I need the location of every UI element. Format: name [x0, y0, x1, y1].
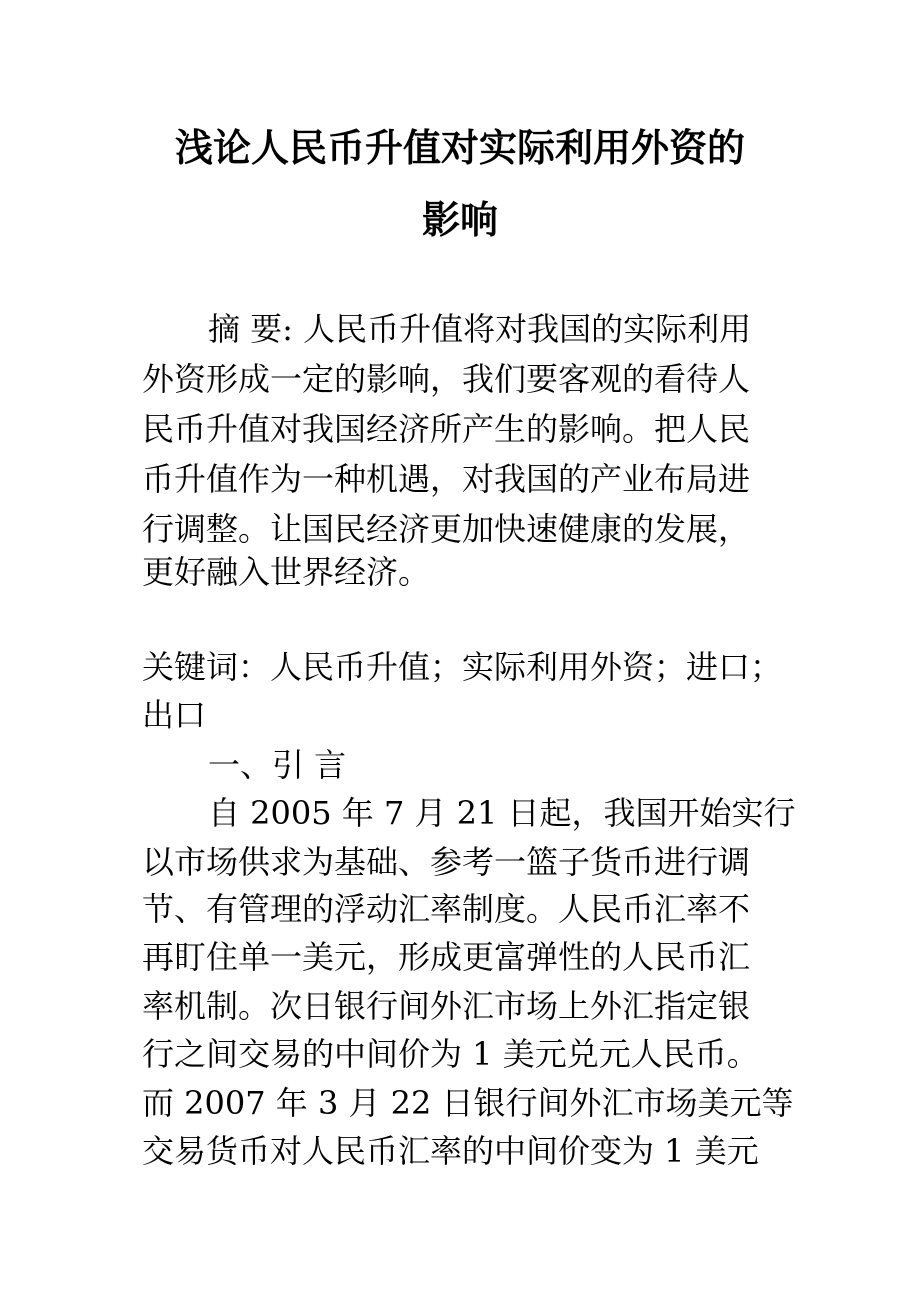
document-title-line-1: 浅论人民币升值对实际利用外资的 — [174, 126, 745, 170]
section-heading: 一、引 言 — [208, 746, 347, 784]
keywords-line: 关键词：人民币升值；实际利用外资；进口； — [142, 648, 783, 686]
body-line: 再盯住单一美元，形成更富弹性的人民币汇 — [142, 938, 751, 976]
keywords-line: 出口 — [142, 696, 207, 734]
body-line: 而 2007 年 3 月 22 日银行间外汇市场美元等 — [142, 1084, 794, 1122]
body-line: 交易货币对人民币汇率的中间价变为 1 美元 — [142, 1132, 759, 1170]
body-line: 以市场供求为基础、参考一篮子货币进行调 — [142, 843, 751, 881]
abstract-line: 币升值作为一种机遇，对我国的产业布局进 — [142, 460, 751, 498]
abstract-line: 摘 要: 人民币升值将对我国的实际利用 — [208, 310, 752, 348]
abstract-line: 行调整。让国民经济更加快速健康的发展， — [142, 510, 751, 548]
document-title-line-2: 影响 — [421, 198, 498, 242]
abstract-line: 外资形成一定的影响，我们要客观的看待人 — [142, 360, 751, 398]
body-line: 节、有管理的浮动汇率制度。人民币汇率不 — [142, 890, 751, 928]
body-line: 行之间交易的中间价为 1 美元兑元人民币。 — [142, 1035, 759, 1073]
abstract-line: 民币升值对我国经济所产生的影响。把人民 — [142, 410, 751, 448]
body-line: 率机制。次日银行间外汇市场上外汇指定银 — [142, 987, 751, 1025]
abstract-line: 更好融入世界经济。 — [142, 553, 431, 591]
body-line: 自 2005 年 7 月 21 日起，我国开始实行 — [208, 794, 796, 832]
